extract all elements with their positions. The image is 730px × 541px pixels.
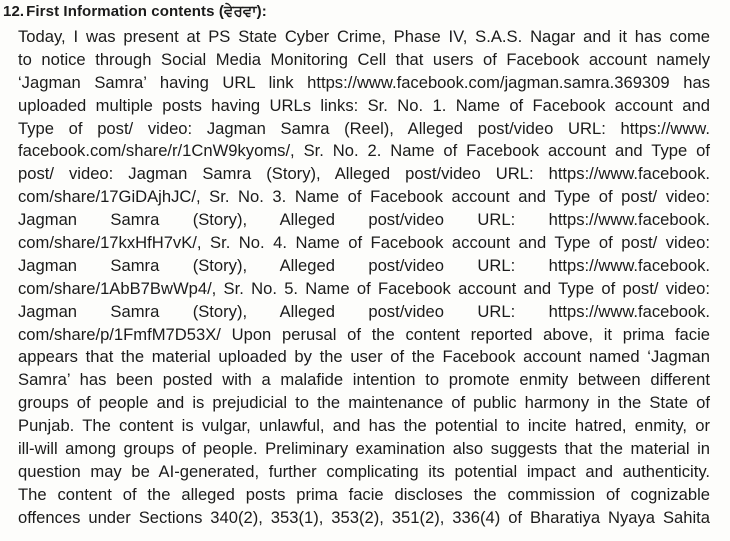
body-line: Jagman Samra (Story), Alleged post/video URL: https://www.facebook. [18, 301, 710, 321]
body-line: Today, I was present at PS State Cyber Crime, Phase IV, S.A.S. Nagar and it has come [18, 27, 710, 46]
section-title-regional: (ਵੇਰਵਾ): [218, 3, 267, 20]
body-line: offences under Sections 340(2), 353(1), 353(2), 351(2), 336(4) of Bharatiya Nyaya Sahita [18, 507, 710, 527]
section-number: 12. [3, 3, 25, 20]
body-line: post/ video: Jagman Samra (Story), Alleged post/video URL: https://www.facebook. [18, 164, 710, 184]
body-line: Type of post/ video: Jagman Samra (Reel), Alleged post/video URL: https://www. [18, 118, 710, 138]
body-line: Jagman Samra (Story), Alleged post/video URL: https://www.facebook. [18, 255, 710, 275]
body-line: Jagman Samra (Story), Alleged post/video URL: https://www.facebook. [18, 210, 710, 230]
body-line: groups of people and is prejudicial to the maintenance of public harmony in the State of [18, 393, 710, 413]
body-line: uploaded multiple posts having URLs links: Sr. No. 1. Name of Facebook account and [18, 95, 710, 115]
section-title: First Information contents [26, 3, 215, 20]
body-line: com/share/17kxHfH7vK/, Sr. No. 4. Name of Facebook account and Type of post/ video: [18, 233, 710, 253]
section-heading [3, 3, 267, 20]
body-line: ill-will among groups of people. Preliminary examination also suggests that the material in [18, 439, 710, 459]
body-line: to notice through Social Media Monitoring Cell that users of Facebook account namely [18, 49, 710, 69]
body-line: Samra’ has been posted with a malafide intention to promote enmity between different [18, 370, 710, 390]
body-line: The content of the alleged posts prima facie discloses the commission of cognizable [18, 484, 710, 504]
body-line: com/share/p/1FmfM7D53X/ Upon perusal of the content reported above, it prima facie [18, 324, 710, 344]
body-line: ‘Jagman Samra’ having URL link https://www.facebook.com/jagman.samra.369309 has [18, 72, 710, 92]
body-line: question may be AI-generated, further complicating its potential impact and authenticity. [18, 461, 710, 481]
first-information-body [18, 26, 710, 530]
body-line: appears that the material uploaded by the user of the Facebook account named ‘Jagman [18, 347, 710, 367]
body-line: Punjab. The content is vulgar, unlawful, and has the potential to incite hatred, enmity, or [18, 416, 710, 436]
body-line: com/share/17GiDAjhJC/, Sr. No. 3. Name of Facebook account and Type of post/ video: [18, 187, 710, 207]
body-line: facebook.com/share/r/1CnW9kyoms/, Sr. No. 2. Name of Facebook account and Type of [18, 141, 710, 161]
body-line: com/share/1AbB7BwWp4/, Sr. No. 5. Name of Facebook account and Type of post/ video: [18, 278, 710, 298]
